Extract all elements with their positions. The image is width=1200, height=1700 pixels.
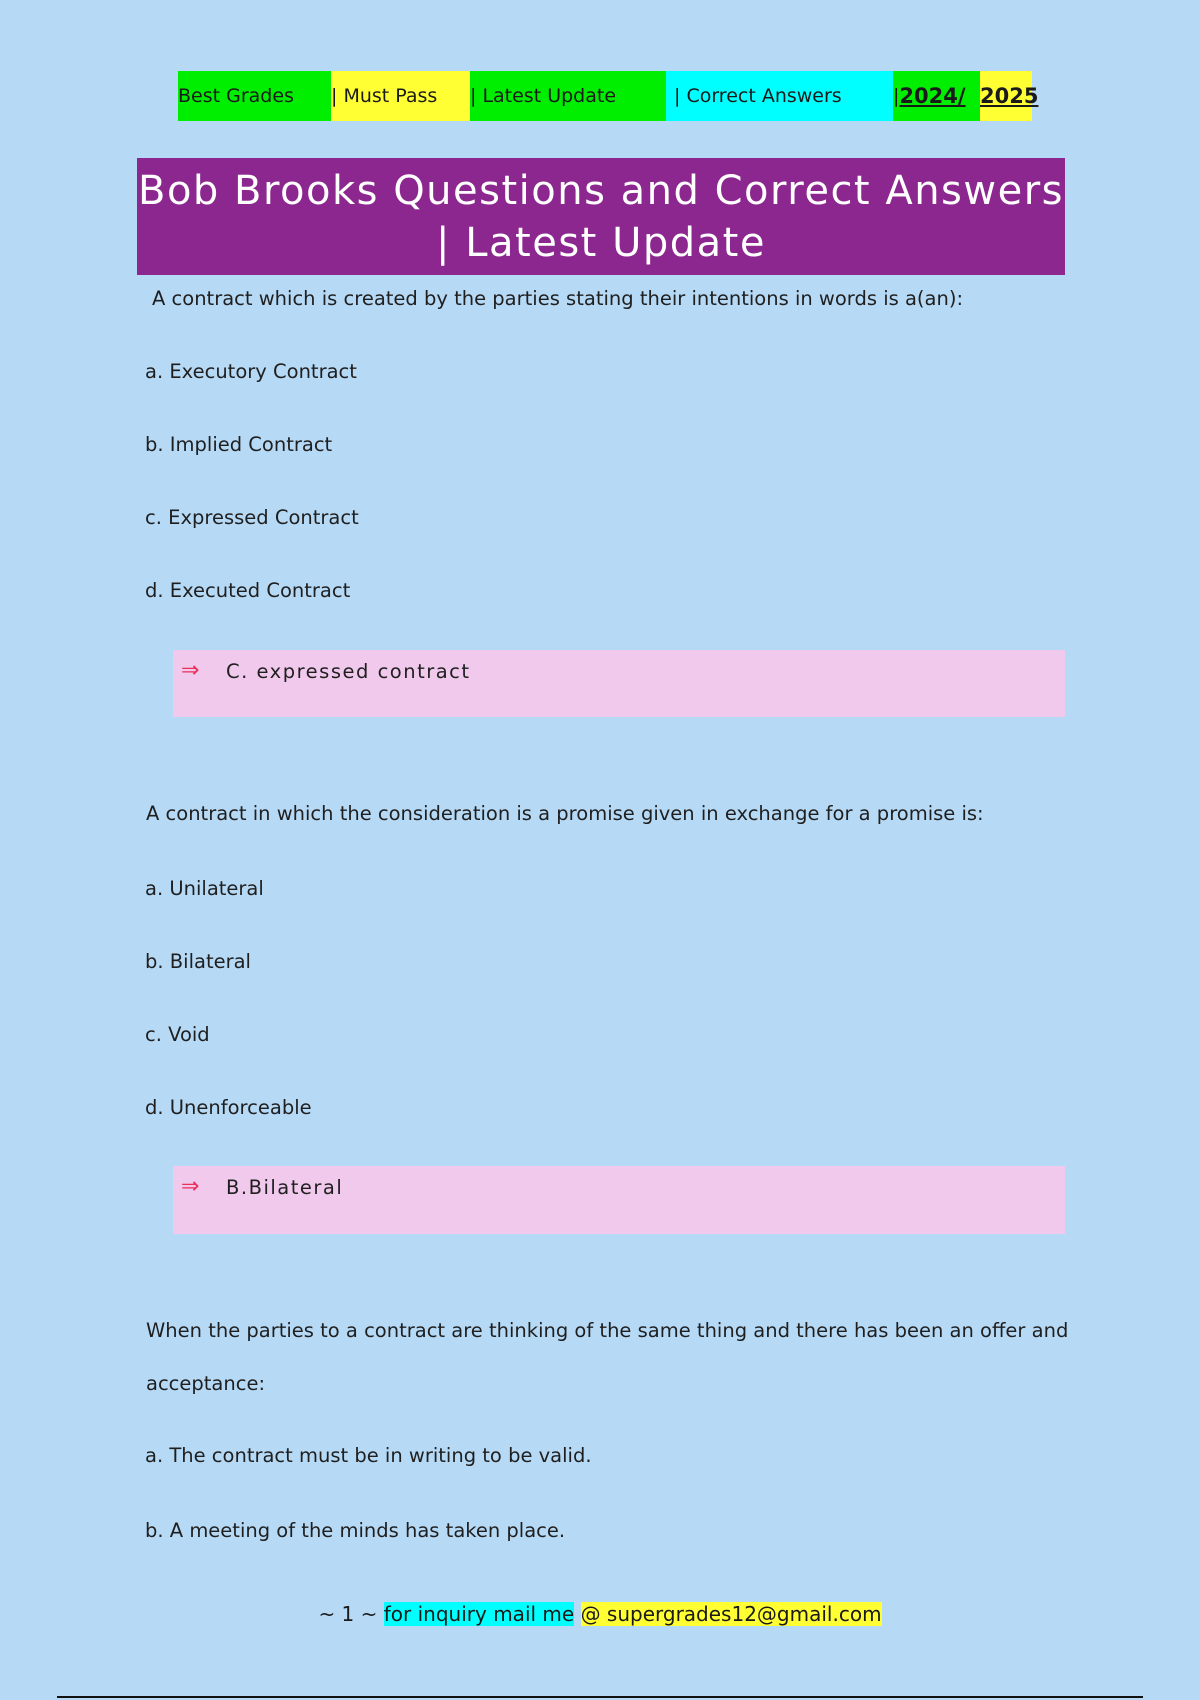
tag-correct-answers-label: | Correct Answers [674,85,842,107]
arrow-right-icon: ⇒ [181,1174,200,1199]
footer-divider [57,1696,1143,1698]
question-1-text: A contract which is created by the parties stating their intentions in words is a(an): [152,287,964,310]
question-2-option-b: b. Bilateral [145,950,251,973]
footer-email[interactable]: @ supergrades12@gmail.com [580,1602,882,1626]
question-2-option-c: c. Void [145,1023,210,1046]
page-title-line1: Bob Brooks Questions and Correct Answers [138,167,1064,214]
question-3-option-a: a. The contract must be in writing to be valid. [145,1444,592,1467]
tag-year-part2 [980,71,1039,121]
question-3-option-b: b. A meeting of the minds has taken place. [145,1519,566,1542]
question-2-answer: B.Bilateral [226,1176,344,1199]
footer-inquiry: for inquiry mail me [383,1602,575,1626]
tag-year-a: 2024/ [899,84,966,108]
tag-must-pass-label: | Must Pass [331,85,438,107]
page-title-line2: | Latest Update [436,219,766,266]
tag-best-grades-label: Best Grades [178,85,294,107]
header-tag-bar [178,71,1039,121]
tag-latest-update [470,71,666,121]
question-2-answer-box [173,1166,1065,1234]
page-title [137,158,1065,275]
question-2-text: A contract in which the consideration is a promise given in exchange for a promise is: [146,802,984,825]
question-3-text-line1: When the parties to a contract are thinking of the same thing and there has been an offer and [146,1319,1069,1342]
question-2-option-a: a. Unilateral [145,877,264,900]
tag-latest-update-label: | Latest Update [470,85,617,107]
question-1-option-d: d. Executed Contract [145,579,351,602]
question-1-option-b: b. Implied Contract [145,433,333,456]
question-2-option-d: d. Unenforceable [145,1096,312,1119]
question-1-option-c: c. Expressed Contract [145,506,359,529]
tag-year-prefix: | [893,85,900,107]
question-1-option-a: a. Executory Contract [145,360,357,383]
question-1-answer-box [173,650,1065,717]
tag-year-part1 [893,71,980,121]
question-3-text-line2: acceptance: [146,1372,266,1395]
question-1-answer: C. expressed contract [226,660,471,683]
tag-must-pass [331,71,470,121]
arrow-right-icon: ⇒ [181,658,200,683]
tag-best-grades [178,71,331,121]
page-number: ~ 1 ~ [318,1602,378,1626]
tag-correct-answers [666,71,893,121]
page-footer [0,1602,1200,1626]
tag-year-b: 2025 [980,84,1039,108]
